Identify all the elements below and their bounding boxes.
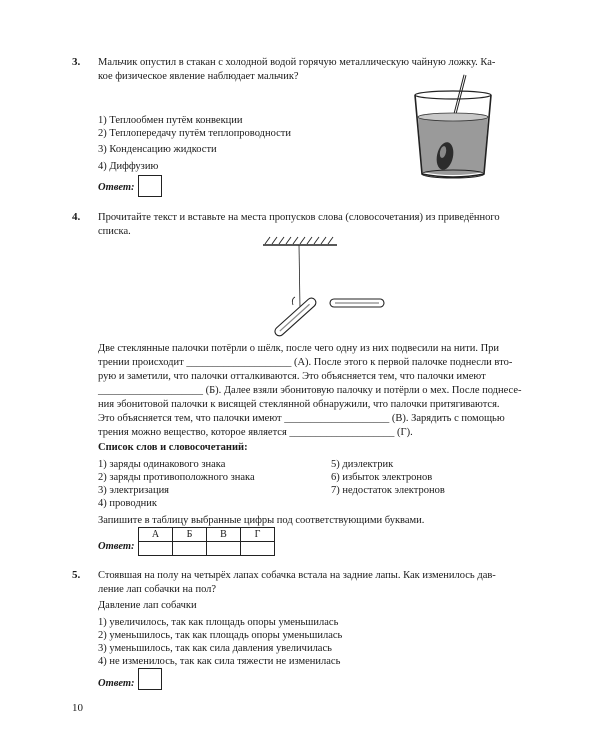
q5-option-4: 4) не изменилось, так как сила тяжести не изменилась	[98, 656, 341, 667]
q5-option-1: 1) увеличилось, так как площадь опоры уменьшилась	[98, 617, 339, 628]
q4-table-header-v: В	[207, 528, 241, 542]
q4-list-title: Список слов и словосочетаний:	[98, 442, 248, 453]
q4-table-cell-v[interactable]	[207, 542, 241, 556]
q5-subtitle: Давление лап собачки	[98, 600, 197, 611]
q4-list-item-7: 7) недостаток электронов	[331, 485, 445, 496]
q4-table-header-b: Б	[173, 528, 207, 542]
q3-answer-box[interactable]	[138, 175, 162, 197]
q4-number: 4.	[72, 211, 81, 223]
q3-text-line-2: кое физическое явление наблюдает мальчик?	[98, 71, 299, 82]
q3-option-4: 4) Диффузию	[98, 161, 159, 172]
q5-number: 5.	[72, 569, 81, 581]
q4-text-line-1: Прочитайте текст и вставьте на места пропусков слова (словосочетания) из приведённого	[98, 212, 500, 223]
q4-table-header-g: Г	[241, 528, 275, 542]
q3-number: 3.	[72, 56, 81, 68]
glass-spoon-illustration	[405, 70, 505, 182]
q4-text-line-2: списка.	[98, 226, 131, 237]
q4-list-item-2: 2) заряды противоположного знака	[98, 472, 255, 483]
q4-list-item-4: 4) проводник	[98, 498, 158, 509]
q4-passage-line-5: ния эбонитовой палочки к висящей стеклянной обнаружили, что палочки притягиваются.	[98, 399, 500, 410]
rods-illustration	[255, 233, 395, 343]
q5-text-line-2: ление лап собачки на пол?	[98, 584, 217, 595]
q5-answer-label: Ответ:	[98, 678, 135, 689]
q4-answer-table	[138, 527, 275, 556]
q4-passage-line-7: трения можно вещество, которое является ____________________ (Г).	[98, 427, 413, 438]
q3-option-1: 1) Теплообмен путём конвекции	[98, 115, 243, 126]
page-number: 10	[72, 702, 83, 714]
q4-table-cell-b[interactable]	[173, 542, 207, 556]
q5-option-3: 3) уменьшилось, так как сила давления увеличилась	[98, 643, 332, 654]
q3-answer-label: Ответ:	[98, 182, 135, 193]
q4-instruction: Запишите в таблицу выбранные цифры под соответствующими буквами.	[98, 515, 425, 526]
q4-list-item-6: 6) избыток электронов	[331, 472, 433, 483]
q4-passage-line-2: трении происходит ____________________ (А). После этого к первой палочке поднесли вто-	[98, 357, 513, 368]
q4-list-item-3: 3) электризация	[98, 485, 170, 496]
q4-passage-line-4: ____________________ (Б). Далее взяли эбонитовую палочку и потёрли о мех. После поднесе-	[98, 385, 522, 396]
q4-table-header-a: А	[139, 528, 173, 542]
q5-option-2: 2) уменьшилось, так как площадь опоры уменьшилась	[98, 630, 343, 641]
q5-answer-box[interactable]	[138, 668, 162, 690]
q4-table-cell-g[interactable]	[241, 542, 275, 556]
q5-text-line-1: Стоявшая на полу на четырёх лапах собачка встала на задние лапы. Как изменилось дав-	[98, 570, 496, 581]
q4-table-cell-a[interactable]	[139, 542, 173, 556]
q3-option-2: 2) Теплопередачу путём теплопроводности	[98, 128, 291, 139]
q4-passage-line-6: Это объясняется тем, что палочки имеют ____________________ (В). Зарядить с помощью	[98, 413, 505, 424]
q4-answer-label: Ответ:	[98, 541, 135, 552]
q4-list-item-1: 1) заряды одинакового знака	[98, 459, 226, 470]
q4-list-item-5: 5) диэлектрик	[331, 459, 394, 470]
q4-passage-line-1: Две стеклянные палочки потёрли о шёлк, после чего одну из них подвесили на нити. При	[98, 343, 500, 354]
q3-text-line-1: Мальчик опустил в стакан с холодной водой горячую металлическую чайную ложку. Ка-	[98, 57, 496, 68]
q4-passage-line-3: рую и заметили, что палочки отталкиваются. Это объясняется тем, что палочки имеют	[98, 371, 486, 382]
q3-option-3: 3) Конденсацию жидкости	[98, 144, 217, 155]
